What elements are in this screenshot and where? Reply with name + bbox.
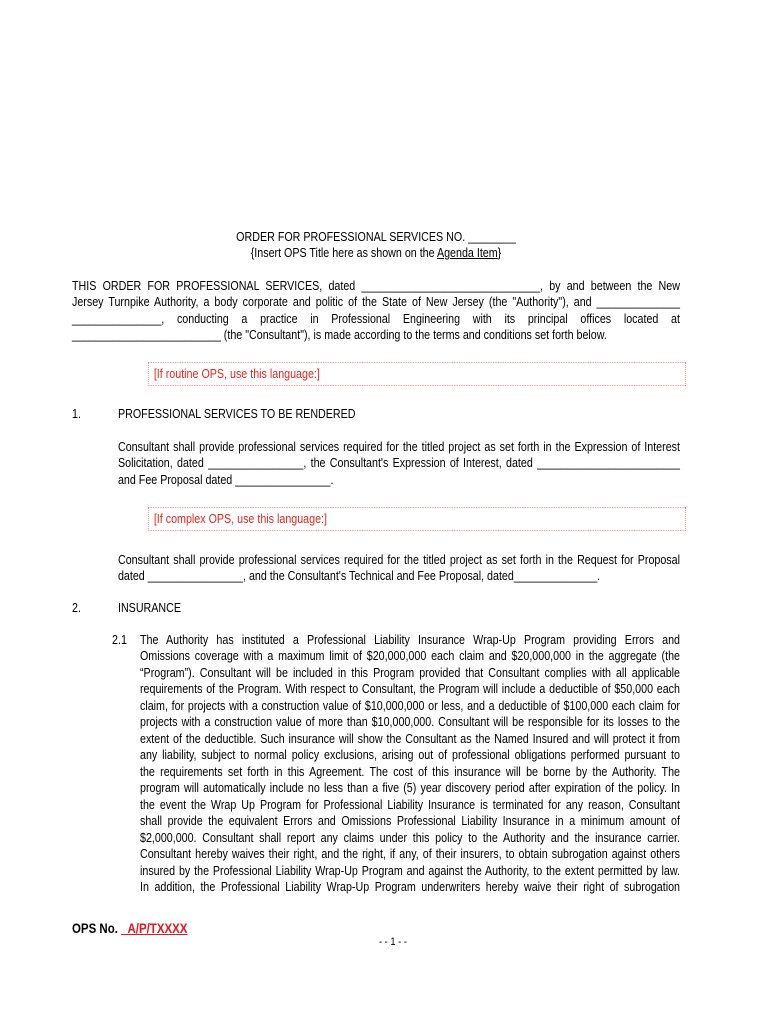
paragraph-line: dated ________________, and the Consultant's Technical and Fee Proposal, dated______________. xyxy=(117,569,601,584)
routine-ops-note-box xyxy=(148,362,686,386)
paragraph-line: claim, for projects with a construction value of $10,000,000 or less, and a deductible of $100,000 each claim for xyxy=(139,698,680,713)
section-2-heading: INSURANCE xyxy=(117,600,182,615)
paragraph-line: extent of the deductible. Such insurance will show the Consultant as the Named Insured and will protect it from xyxy=(139,731,680,746)
title-line-2-prefix: {Insert OPS Title here as shown on the xyxy=(250,246,437,261)
ops-number-value: A/P/TXXXX xyxy=(127,920,188,936)
subsection-2-1-number: 2.1 xyxy=(112,632,127,647)
subsection-2-1-paragraph xyxy=(140,632,680,896)
paragraph-line: “Program”). Consultant will be included in this Program provided that Consultant complies with all applicable xyxy=(139,665,680,680)
title-line-2 xyxy=(72,245,680,262)
section-1-number: 1. xyxy=(71,406,81,421)
paragraph-line: Consultant shall provide professional services required for the titled project as set forth in the Request for Proposal xyxy=(117,552,680,567)
complex-ops-note-box xyxy=(148,507,686,531)
document-title xyxy=(72,229,680,262)
paragraph-line: THIS ORDER FOR PROFESSIONAL SERVICES, dated ______________________________, by and between the New xyxy=(71,278,680,293)
ops-number-label: OPS No. xyxy=(71,920,118,936)
paragraph-line: $2,000,000. Consultant shall report any claims under this policy to the Authority and the insurance carrier. xyxy=(139,830,680,845)
title-line-1: ORDER FOR PROFESSIONAL SERVICES NO. ________ xyxy=(236,229,516,244)
paragraph-line: and Fee Proposal dated ________________. xyxy=(117,472,334,487)
page-number: - - 1 - - xyxy=(378,935,408,948)
section-1-routine-paragraph xyxy=(118,439,680,489)
paragraph-line: Consultant hereby waives their right, and the right, if any, of their insurers, to obtain subrogation against others xyxy=(139,847,680,862)
intro-paragraph xyxy=(72,278,680,344)
paragraph-line: insured by the Professional Liability Wrap-Up Program and against the Authority, to the extent permitted by law. xyxy=(139,863,680,878)
paragraph-line: requirements of the Program. With respect to Consultant, the Program will include a deductible of $50,000 each xyxy=(139,682,680,697)
paragraph-line: _______________, conducting a practice in Professional Engineering with its principal offices located at xyxy=(71,311,680,326)
section-2-number: 2. xyxy=(71,600,81,615)
complex-ops-note-text: [If complex OPS, use this language:] xyxy=(153,512,327,526)
paragraph-line: Solicitation, dated ________________, the Consultant's Expression of Interest, dated ________________________ xyxy=(117,456,680,471)
paragraph-line: projects with a construction value of more than $10,000,000. Consultant will be responsible for its losses to the xyxy=(139,715,680,730)
paragraph-line: shall provide the equivalent Errors and Omissions Professional Liability Insurance in a minimum amount of xyxy=(139,814,680,829)
paragraph-line: the event the Wrap Up Program for Professional Liability Insurance is terminated for any reason, Consultant xyxy=(139,797,680,812)
paragraph-line: Consultant shall provide professional services required for the titled project as set forth in the Expression of Interest xyxy=(117,439,680,454)
section-1-complex-paragraph xyxy=(118,552,680,585)
paragraph-line: Omissions coverage with a maximum limit of $20,000,000 each claim and $20,000,000 in the aggregate (the xyxy=(139,649,680,664)
agenda-item-underlined: Agenda Item xyxy=(436,246,498,261)
routine-ops-note-text: [If routine OPS, use this language:] xyxy=(153,367,320,381)
paragraph-line: program will automatically include no less than a five (5) year discovery period after expiration of the policy. In xyxy=(139,781,680,796)
section-1-heading: PROFESSIONAL SERVICES TO BE RENDERED xyxy=(117,406,356,421)
paragraph-line: _________________________ (the "Consultant"), is made according to the terms and conditions set forth below. xyxy=(71,328,607,343)
paragraph-line: the requirements set forth in this Agreement. The cost of this insurance will be borne by the Authority. The xyxy=(139,764,680,779)
paragraph-line: In addition, the Professional Liability Wrap-Up Program underwriters hereby waive their right of subrogation xyxy=(139,880,680,895)
title-line-2-suffix: } xyxy=(497,246,502,261)
paragraph-line: The Authority has instituted a Professional Liability Insurance Wrap-Up Program providing Errors and xyxy=(139,632,680,647)
paragraph-line: Jersey Turnpike Authority, a body corporate and politic of the State of New Jersey (the "Authority"), and ______________ xyxy=(71,295,680,310)
paragraph-line: any liability, subject to normal policy exclusions, arising out of professional obligations performed pursuant to xyxy=(139,748,680,763)
